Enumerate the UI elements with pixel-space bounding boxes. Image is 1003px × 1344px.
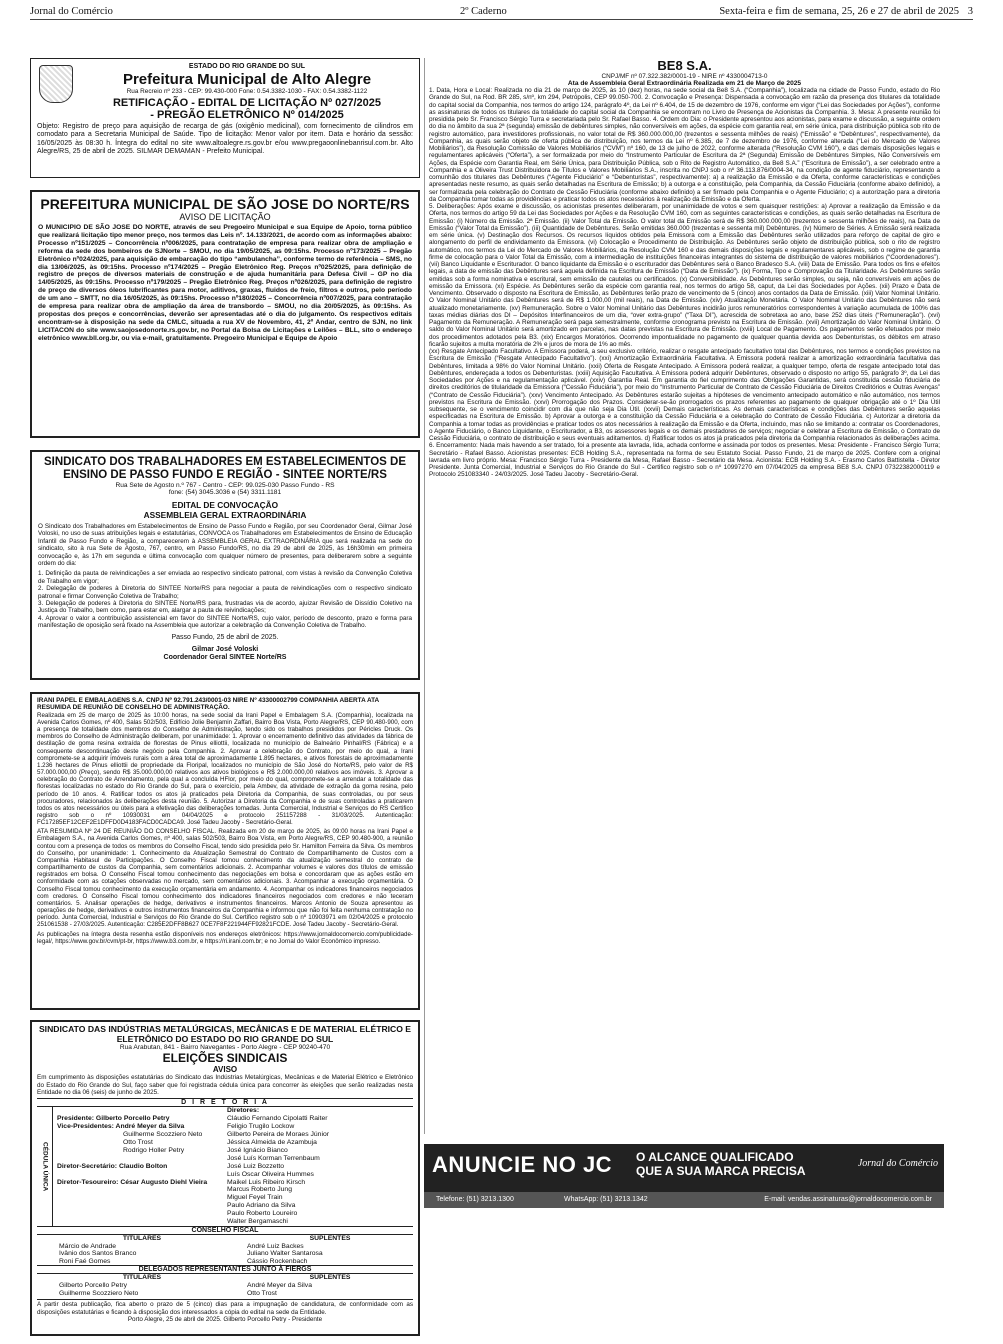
fiscal-member: Roni Faé Gomes [59,1257,111,1265]
header-page-number: 3 [967,6,973,17]
be8-cnpj: CNPJ/MF nº 07.322.382/0001-19 - NIRE nº 4330004713-0 [601,73,768,80]
director: Cláudio Fernando Cipolatti Raiter [227,1115,328,1123]
suplentes-label: SUPLENTES [309,1235,351,1242]
irani-body1: Realizada em 25 de março de 2025 às 10:00 horas, na sede social da Irani Papel e Embalagem S.A. (Companhia), localizada na Avenida Carlos Gomes, nº 400, Salas 502/503, Edifício Jolie Benjamin Zaffari, Bairro Boa Vista, Porto Alegre/RS, CEP 90.480-900, com a presença de totalidade dos membros do Conselho de Administração, tendo sido os trabalhos presididos por Péricles Druck. Os membros do Conselho de Administração deliberam, por unanimidade: 1. Aprovar o encerramento definitivo das atividades da fábrica de destilação de goma resina extraída de florestas de Pinus elliottii, localizada no município de Balneário Pinhal/RS (Fábrica) e a consequente descontinuação deste negócio pela Companhia. 2. Aprovar a celebração do Contrato, por meio do qual, a Irani compromete-se a adquirir imóveis rurais com a área total de aproximadamente 1.895 hectares, e ativos florestais de aproximadamente 1.236 hectares de Pinus elliottii de propriedade da Floripal, localizados no município de São José do Norte/RS, pelo valor de R$ 57.000.000,00 (Preço), sendo R$ 35.000.000,00 relativos aos ativos biológicos e R$ 2.000.000,00 relativos aos imóveis. 3. Aprovar a celebração do Contrato de Arrendamento, pela qual a concluída HFlor, por meio do qual, compromete-se a arrendar a totalidade das florestas localizadas no estado do Rio Grande do Sul, para o exercício, pela Ambev, da atividade de extração da goma resina, pelo período de 10 anos. 4. Ratificar todos os atos já praticados pela Diretoria da Companhia, de suas controladas, ou por seus procuradores, relacionados às deliberações desta reunião. 5. Autorizar a Diretoria da Companhia e de suas controladas a praticarem todos os atos necessários ou úteis para a efetivação das deliberações tomadas. Junta Comercial, Industrial e Serviços do RS Certifico registro sob o nº 10930031 em 04/04/2025 e protocolo 251157288 - 31/03/2025. Autenticação: FC17285EF12CEF2E1DFFD0D4183FACD0CADCA9. José Tadeu Jacoby - Secretário-Geral. [37,711,413,827]
officer: Vice-Presidentes: André Meyer da Silva [57,1123,185,1131]
director: Luís Oscar Oliveira Hummes [227,1170,314,1178]
fiscal-member: André Luiz Backes [247,1242,304,1250]
right-column [424,58,944,1344]
stimmme-heading: ELEIÇÕES SINDICAIS [162,1051,288,1066]
director: José Luiz Bozzetto [227,1162,285,1170]
header-newspaper-name: Jornal do Comércio [30,6,113,17]
alto-alegre-address: Rua Recreio nº 233 - CEP: 99.430-000 Fone: 0.54.3382-1030 - FAX: 0.54.3382-1122 [126,88,368,96]
irani-body2: ATA RESUMIDA Nº 24 DE REUNIÃO DO CONSELHO FISCAL. Realizada em 20 de março de 2025, às 09:00 horas na Irani Papel e Embalagem S.A., na Avenida Carlos Gomes, nº 400, salas 502/503, Bairro Boa Vista, em Porto Alegre/RS, CEP 90.480-900, a reunião contou com a presença de todos os membros do Conselho Fiscal, tendo sido presidida pelo Sr. Hamilton Ferreira da Silva. Os membros do Conselho, por unanimidade: 1. Conhecimento da Atualização Semestral do Contrato de Compartilhamento de Custos com a Companhia Habitasul de Participações. O Conselho Fiscal tomou conhecimento da atualização semestral do contrato de compartilhamento de custos da Companhia, sem comentários adicionais. 2. Acompanhar volumes e valores dos títulos de emissão registrados em bolsa. O Conselho Fiscal tomou conhecimento das negociações em bolsa e concordaram que as ações estão em conformidade com as cotações observadas no mercado, sem comentários adicionais. 3. Acompanhar a execução orçamentária. O Conselho Fiscal tomou conhecimento da execução orçamentária em andamento. 4. Acompanhar os indicadores financeiros negociados com credores. O Conselho Fiscal tomou conhecimento dos indicadores financeiros negociados com credores e não teceram comentários. 5. Analisar operações de hedge, derivativos e instrumentos financeiros. Marcos Antonio de Souza apresentou as operações de hedge, derivativos e outros instrumentos financeiros da Companhia e informou que não foi feita nenhuma contratação no período. Junta Comercial, Industrial e Serviços do Rio Grande do Sul. Certifico registro sob o nº 10903971 em 02/04/2025 e protocolo 251061538 - 27/03/2025. Autenticação: C285E2DFF8B627 0CE7F8F221944FF92821FCDE. José Tadeu Jacoby - Secretário-Geral. [37,828,413,929]
alto-alegre-body: Objeto: Registro de preço para aquisição de recarga de gás (oxigênio medicinal), com fornecimento de cilindros em comodato para a Secretaria Municipal de Saúde. Tipo de licitação: Menor valor por item. Data e horário da sessão: 16/05/2025 às 08:30 h. Íntegra do edital no site www.altoalegre.rs.gov.br e/ou www.pregaoonlinebanrisul.com.br. Alto Alegre/RS, 25 de abril de 2025. SILMAR DEMAMAN - Prefeito Municipal. [37,123,413,155]
ad-email: E-mail: vendas.assinaturas@jornaldocomercio.com.br [764,1196,932,1203]
fiscal-suplentes [225,1235,413,1265]
director: Maikel Luis Ribeiro Kirsch [227,1178,306,1186]
sintee-signer: Gilmar José Voloski [191,645,259,653]
cedula-column [37,1107,53,1226]
officers-list [53,1107,223,1226]
sao-jose-subtitle: AVISO DE LICITAÇÃO [179,212,271,222]
sintee-item: 1. Definição da pauta de reivindicações a ser enviada ao respectivo sindicato patronal, com vistas à revisão da Convenção Coletiva de Trabalho em vigor; [38,570,412,585]
titulares-label: TITULARES [122,1235,162,1242]
sintee-item: 2. Delegação de poderes à Diretoria do SINTEE Norte/RS para negociar a pauta de reivindicações com o respectivo sindicato patronal e firmar Convenção Coletiva de Trabalho; [38,585,412,600]
irani-footer: As publicações na íntegra desta resenha estão disponíveis nos endereços eletrônicos: https://www.jornaldocomercio.com/publicidade-legal/, https://www.gov.br/cvm/pt-br, https://www.b3.com.br, e https://ri.irani.com.br; e no Jornal do Valor Econômico impresso. [37,930,413,945]
delegates-table [37,1274,413,1297]
sintee-heading2: ASSEMBLEIA GERAL EXTRAORDINÁRIA [143,510,307,520]
fiscal-table [37,1235,413,1265]
irani-notice [30,692,420,1010]
sintee-title: SINDICATO DOS TRABALHADORES EM ESTABELECIMENTOS DE ENSINO DE PASSO FUNDO E REGIÃO - SINTEE NORTE/RS [43,456,407,481]
alto-alegre-heading2: - PREGÃO ELETRÔNICO Nº 014/2025 [150,109,344,122]
delegates-titulares [37,1274,225,1297]
sintee-heading1: EDITAL DE CONVOCAÇÃO [171,500,279,510]
header-section: 2º Caderno [460,6,507,17]
officer: Guilherme Scozziero Neto [123,1131,203,1139]
jc-advertisement[interactable] [424,1144,944,1208]
fiscal-titulares [37,1235,225,1265]
alto-alegre-state: ESTADO DO RIO GRANDE DO SUL [188,63,306,70]
be8-notice [424,58,944,1134]
sintee-address1: Rua Sete de Agosto n.º 767 - Centro - CEP: 99.025-030 Passo Fundo - RS [115,482,335,489]
diretoria-label: D I R E T O R I A [37,1098,413,1107]
suplentes-label: SUPLENTES [309,1274,351,1282]
be8-paragraph: 1. Data, Hora e Local: Realizada no dia 21 de março de 2025, às 10 (dez) horas, na sede social da Be8 S.A. (“Companhia”), localizada na cidade de Passo Fundo, estado do Rio Grande do Sul, na Rod. BR 285, s/nº, km 294, Petrópolis, CEP 99.050-700. 2. Convocação e Presença: Dispensada a convocação em razão da presença dos titulares da totalidade do capital social da Companhia, nos termos do artigo 124, parágrafo 4º, da Lei nº 6.404, de 15 de dezembro de 1976, conforme em vigor (“Lei das Sociedades por Ações”), conforme as assinaturas de todos os titulares da totalidade do capital social da Companhia se encontram no Livro de Presença de Acionistas da Companhia. 3. Mesa: A presente reunião foi presidida pelo Sr. Francisco Sérgio Turra e secretariada pelo Sr. Rafael Basso. 4. Ordem do Dia: o Presidente apresentou aos acionistas, para exame e discussão, a seguinte ordem do dia no âmbito da sua 2ª (segunda) emissão de debêntures simples, não conversíveis em ações, da espécie com garantia real, em série única, para distribuição pública sob rito de registro automático, para investidores profissionais, no valor total de R$ 360.000.000,00 (trezentos e sessenta milhões de reais) (“Emissão” e “Debêntures”, respectivamente), da Companhia, as quais serão objeto de oferta pública de distribuição, nos termos da Lei nº 6.385, de 7 de dezembro de 1976, conforme alterada (“Lei do Mercado de Valores Mobiliários”), da Resolução Comissão de Valores Mobiliários (“CVM”) nº 160, de 13 de julho de 2022, conforme alterada (“Resolução CVM 160”), e das demais disposições legais e regulamentares aplicáveis (“Oferta”), a ser formalizada por meio do “Instrumento Particular de Escritura da 2ª (Segunda) Emissão de Debêntures Simples, Não Conversíveis em Ações, da Espécie com Garantia Real, em Série Única, para Distribuição Pública, sob o Rito de Registro Automático, da Be8 S.A.” (“Escritura de Emissão”), a ser celebrado entre a Companhia e a Oliveira Trust Distribuidora de Títulos e Valores Mobiliários S.A., inscrita no CNPJ sob o nº 36.113.876/0004-34, na condição de agente fiduciário, representando a comunhão dos titulares das Debêntures (“Agente Fiduciário” e “Debenturistas”, respectivamente): a) a realização da Emissão e da Oferta, conforme características e condições apresentadas neste resumo, as quais serão detalhadas na Escritura de Emissão; b) a outorga e a constituição, pela Companhia, da Cessão Fiduciária (conforme abaixo definido), a ser formalizada pela celebração do Contrato de Cessão Fiduciária (conforme abaixo definido) a ser firmado pela Companhia e o Agente Fiduciário; c) a autorização para a diretoria da Companhia tomar todas as providências e praticar todos os atos necessários à realização da Emissão e da Oferta. [429,87,940,203]
ad-tagline-line1: O ALCANCE QUALIFICADO [636,1150,794,1164]
alto-alegre-heading1: RETIFICAÇÃO - EDITAL DE LICITAÇÃO Nº 027/2025 [112,97,382,110]
fiscal-member: Márcio de Andrade [59,1242,117,1250]
sintee-place-date: Passo Fundo, 25 de abril de 2025. [171,633,279,641]
delegates-suplentes [225,1274,413,1297]
ad-contact-bar [424,1192,944,1208]
page-header [30,4,973,20]
stimmme-closing: A partir desta publicação, fica aberto o prazo de 5 (cinco) dias para a impugnação de candidatura, de conformidade com as disposições estatutárias e ficando à disposição dos interessados a cópia do edital na sede da Entidade. [37,1301,413,1316]
sintee-notice [30,450,420,680]
director: Feligio Trugilo Lockow [227,1123,295,1131]
alto-alegre-notice [30,58,420,178]
fiscal-member: Ivânio dos Santos Branco [59,1250,137,1258]
left-column [30,58,420,1344]
be8-title: BE8 S.A. [657,58,712,73]
ad-brand-logo: Jornal do Comércio [857,1158,938,1169]
sao-jose-notice [30,190,420,438]
director: José Ignácio Bianco [227,1146,288,1154]
director: Paulo Roberto Loureiro [227,1210,298,1218]
alto-alegre-title: Prefeitura Municipal de Alto Alegre [122,71,372,89]
sintee-item: 4. Aprovar o valor a contribuição assistencial em favor do SINTEE Norte/RS, cujo valor, período de desconto, prazo e forma para manifestação de oposição será fixado na Assembleia que autorizar a celebração da Convenção Coletiva de Trabalho. [38,614,412,630]
director: Paulo Adriano da Silva [227,1202,296,1210]
director: Jéssica Almeida de Azambuja [227,1139,317,1147]
sintee-role: Coordenador Geral SINTEE Norte/RS [163,654,287,662]
be8-subtitle: Ata de Assembleia Geral Extraordinária Realizada em 21 de Março de 2025 [567,80,802,87]
stimmme-subheading: AVISO [212,1065,238,1075]
delegate: André Meyer da Silva [247,1281,312,1289]
fiscal-member: Cássio Rockenbach [247,1257,308,1265]
director: Walter Bergamaschi [227,1218,288,1226]
ad-whatsapp: WhatsApp: (51) 3213.1342 [564,1196,648,1203]
fiscal-member: Juliano Walter Santarosa [247,1250,323,1258]
sintee-item: 3. Delegação de poderes à Diretoria do SINTEE Norte/RS para, frustradas via de acordo, ajuizar Revisão de Dissídio Coletivo na Justiça do Trabalho, bem como, para estar em, alargar a pauta de reivindicações; [38,600,412,615]
officer: Diretor-Secretário: Claudio Bolton [57,1162,168,1170]
delegate: Guilherme Scozziero Neto [59,1289,139,1297]
officer: Rodrigo Holler Petry [123,1147,185,1155]
director: José Luís Korman Terrenbaum [227,1154,320,1162]
cedula-label: CÉDULA ÚNICA [41,1142,49,1192]
directors-list [223,1107,413,1226]
ad-tagline-line2: QUE A SUA MARCA PRECISA [636,1164,806,1178]
delegates-label: DELEGADOS REPRESENTANTES JUNTO À FIERGS [37,1265,413,1274]
irani-heading: IRANI PAPEL E EMBALAGENS S.A. CNPJ Nº 92.791.243/0001-03 NIRE Nº 43300002799 COMPANHIA ABERTA ATA RESUMIDA DE REUNIÃO DE CONSELHO DE ADMINISTRAÇÃO. [37,697,379,712]
stimmme-address: Rua Arabutan, 841 - Bairro Navegantes - Porto Alegre - CEP 90240-470 [119,1044,331,1052]
officer: Presidente: Gilberto Porcello Petry [57,1115,170,1123]
stimmme-sign: Porto Alegre, 25 de abril de 2025. Gilberto Porcello Petry - Presidente [127,1315,323,1323]
sao-jose-title: PREFEITURA MUNICIPAL DE SÃO JOSE DO NORTE/RS [40,196,410,212]
be8-paragraph: (xx) Resgate Antecipado Facultativo. A Emissora poderá, a seu exclusivo critério, realizar o resgate antecipado facultativo total das Debêntures, nos termos e condições previstos na Escritura de Emissão (“Resgate Antecipado Facultativo”). (xxi) Amortização Extraordinária Facultativa. A Emissora poderá realizar a amortização extraordinária facultativa das Debêntures, limitada a 98% do Valor Nominal Unitário. (xxii) Oferta de Resgate Antecipado. A Emissora poderá realizar, a qualquer tempo, oferta de resgate antecipado total das Debêntures, endereçada a todos os Debenturistas. (xxiii) Aquisição Facultativa. A Emissora poderá adquirir Debêntures, observado o disposto no artigo 55, parágrafo 3º, da Lei das Sociedades por Ações e na regulamentação aplicável. (xxiv) Garantia Real. Em garantia do fiel cumprimento das Obrigações Garantidas, será constituída cessão fiduciária de direitos creditórios de titularidade da Emissora (“Cessão Fiduciária”), por meio do “Instrumento Particular de Contrato de Cessão Fiduciária de Direitos Creditórios e Outras Avenças” (“Contrato de Cessão Fiduciária”). (xxv) Vencimento Antecipado. As Debêntures estarão sujeitas a hipóteses de vencimento antecipado automático e não automático, nos termos previstos na Escritura de Emissão. (xxvi) Prorrogação dos Prazos. Considerar-se-ão prorrogados os prazos referentes ao pagamento de qualquer obrigação até o 1º Dia Útil subsequente, se o vencimento coincidir com dia que não seja Dia Útil. (xxvii) Demais características. As demais características e condições das Debêntures serão aquelas especificadas na Escritura de Emissão. b) Aprovar a outorga e a constituição da Cessão Fiduciária e a celebração do Contrato de Cessão Fiduciária. c) Autorizar a diretoria da Companhia a tomar todas as providências e praticar todos os atos necessários à realização da Emissão e da Oferta, incluindo, mas não se limitando a: contratar os Coordenadores, o Agente Fiduciário, o Banco Liquidante, o Escriturador, a B3, os assessores legais e os demais prestadores de serviços; negociar e celebrar a Escritura de Emissão, o Contrato de Cessão Fiduciária, o contrato de distribuição e seus eventuais aditamentos. d) Ratificar todos os atos já praticados pela diretoria da Companhia relacionados às deliberações acima. 6. Encerramento: Nada mais havendo a ser tratado, foi a presente ata lavrada, lida, achada conforme e assinada por todos os presentes. Mesa: Presidente - Francisco Sérgio Turra; Secretário - Rafael Basso. Acionistas presentes: ECB Holding S.A., representada na forma de seu Estatuto Social. Passo Fundo, 21 de março de 2025. Confere com a original lavrada em livro próprio. Mesa: Francisco Sérgio Turra - Presidente da Mesa, Rafael Basso - Secretário da Mesa. Acionista: ECB Holding S.A. - Erasmo Carlos Battistella - Diretor Presidente. Junta Comercial, Industrial e Serviços do Rio Grande do Sul - Certifico registro sob o nº 10997270 em 07/04/2025 da empresa BE8 S.A. CNPJ 07322382000119 e Protocolo 251083340 - 24/03/2025. José Tadeu Jacoby - Secretário-Geral. [429,348,940,479]
header-date: Sexta-feira e fim de semana, 25, 26 e 27 de abril de 2025 [719,6,959,17]
officer: Diretor-Tesoureiro: César Augusto Diehl Vieira [57,1178,208,1186]
delegate: Gilberto Porcello Petry [59,1281,127,1289]
directors-label: Diretores: [227,1107,260,1115]
ad-phone: Telefone: (51) 3213.1300 [436,1196,514,1203]
officer: Otto Trost [123,1139,153,1147]
sintee-intro: O Sindicato dos Trabalhadores em Estabelecimentos de Ensino de Passo Fundo e Região, por seu Coordenador Geral, Gilmar José Voloski, no uso de suas atribuições legais e estatutárias, CONVOCA os Trabalhadores em Estabelecimentos de Ensino de Educação Infantil de Passo Fundo e Região, a comparecerem à ASSEMBLEIA GERAL EXTRAORDINÁRIA que será realizada na sede do sindicato, sito à rua Sete de Agosto, 767, centro, em Passo Fundo/RS, no dia 29 de abril de 2025, às 16h30min em primeira convocação e, às 17h em segunda e última convocação com qualquer número de presentes, para deliberarem sobre a seguinte ordem do dia: [38,523,412,568]
sao-jose-body: O MUNICIPIO DE SÃO JOSE DO NORTE, através de seu Pregoeiro Municipal e sua Equipe de Apoio, torna público que realizará licitação tipo menor preço, nos termos das Leis nº. 14.133/2021, de acordo com as informações abaixo: Processo nº151/2025 – Concorrência nº006/2025, para contratação de empresa para realizar obra de ampliação e reforma da sede dos bombeiros de SJNorte – SMOU, no dia 19/05/2025, as 09:15hs. Processo nº173/2025 – Pregão Eletrônico nº024/2025, para aquisição de embarcação do tipo “ambulancha”, conforme termo de referência – SMS, no dia 13/06/2025, às 09:15hs. Processo nº174/2025 – Pregão Eletrônico Reg. Preços nº025/2025, para definição de registro de preços de diversos materiais de construção e de ajuda humanitária para Defesa Civil – GP no dia 14/05/2025, às 09:15hs. Processo nº179/2025 – Pregão Eletrônico Reg. Preços nº026/2025, para definição de registro de preço de diversos óleos lubrificantes para motor, aditivos, graxas, fluidos de freio, filtros e outros, pelo período de um ano – SMTT, no dia 16/05/2025, às 09:15hs. Processo nº180/2025 – Concorrência nº007/2025, para contratação de empresa para realizar obra de ampliação da área de transbordo – SMOU, no dia 20/05/2025, às 09:15hs. As propostas dos preços e concorrências, deverão ser apresentadas até o dia do julgamento. Os respectivos editais encontram-se à disposição na sede da CMLC, situada a rua XV de Novembro, 41, 2º Andar, centro de SJN, no link LICITACON do site www.saojosedonorte.rs.gov.br, no Portal da Bolsa de Licitações e Leilões – BLL, sito o endereço eletrônico www.bll.org.br, ou via e-mail, gratuitamente. Pregoeiro Municipal e Equipe de Apoio [38,224,412,342]
director: Gilberto Pereira de Moraes Júnior [227,1131,329,1139]
delegate: Otto Trost [247,1289,277,1297]
municipal-crest-icon [39,65,73,103]
ad-tagline [636,1150,806,1178]
director: Marcus Roberto Jung [227,1186,292,1194]
stimmme-title: SINDICATO DAS INDÚSTRIAS METALÚRGICAS, MECÂNICAS E DE MATERIAL ELÉTRICO E ELETRÔNICO DO ESTADO DO RIO GRANDE DO SUL [38,1024,412,1044]
diretoria-table [37,1107,413,1226]
ad-headline: ANUNCIE NO JC [432,1152,613,1177]
fiscal-label: CONSELHO FISCAL [37,1226,413,1235]
stimmme-intro: Em cumprimento às disposições estatutárias do Sindicato das Indústrias Metalúrgicas, Mecânicas e de Material Elétrico e Eletrônico do Estado do Rio Grande do Sul, faço saber que foi registrada cédula única para concorrer às eleições que serão realizadas nesta Entidade no dia 06 (seis) de junho de 2025. [37,1074,413,1096]
titulares-label: TITULARES [122,1274,162,1282]
be8-paragraph: 5. Deliberações: Após exame e discussão, os acionistas presentes deliberaram, por unanimidade de votos e sem quaisquer restrições: a) Aprovar a realização da Emissão e da Oferta, nos termos do artigo 59 da Lei das Sociedades por Ações e da Resolução CVM 160, com as seguintes características e condições, as quais serão detalhadas na Escritura de Emissão: (i) Número da Emissão. 2ª Emissão. (ii) Valor Total da Emissão. O valor total da Emissão será de R$ 360.000.000,00 (trezentos e sessenta milhões de reais), na Data de Emissão (“Valor Total da Emissão”). (iii) Quantidade de Debêntures. Serão emitidas 360.000 (trezentas e sessenta mil) Debêntures. (iv) Número de Séries. A Emissão será realizada em série única. (v) Destinação dos Recursos. Os recursos líquidos obtidos pela Emissora com a Emissão das Debêntures serão utilizados para reforço de capital de giro e alongamento do perfil de endividamento da Emissora. (vi) Colocação e Procedimento de Distribuição. As Debêntures serão objeto de distribuição pública, sob o rito de registro automático, nos termos da Lei do Mercado de Valores Mobiliários, da Resolução CVM 160 e das demais disposições legais e regulamentares aplicáveis, sob o regime de garantia firme de colocação para o Valor Total da Emissão, com a intermediação de instituições financeiras integrantes do sistema de distribuição de valores mobiliários (“Coordenadores”). (vii) Banco Liquidante e Escriturador. O banco liquidante da Emissão e o escriturador das Debêntures será o Banco Bradesco S.A. (viii) Data de Emissão. Para todos os fins e efeitos legais, a data de emissão das Debêntures será aquela definida na Escritura de Emissão (“Data de Emissão”). (ix) Forma, Tipo e Comprovação da Titularidade. As Debêntures serão emitidas sob a forma nominativa e escritural, sem emissão de cautelas ou certificados. (x) Conversibilidade. As Debêntures serão simples, ou seja, não conversíveis em ações de emissão da Emissora. (xi) Espécie. As Debêntures serão da espécie com garantia real, nos termos do artigo 58, caput, da Lei das Sociedades por Ações. (xii) Prazo e Data de Vencimento. Observado o disposto na Escritura de Emissão, as Debêntures terão prazo de vencimento de 5 (cinco) anos contados da Data de Emissão. (xiii) Valor Nominal Unitário. O Valor Nominal Unitário das Debêntures será de R$ 1.000,00 (mil reais), na Data de Emissão. (xiv) Atualização Monetária. O Valor Nominal Unitário das Debêntures não será atualizado monetariamente. (xv) Remuneração. Sobre o Valor Nominal Unitário das Debêntures incidirão juros remuneratórios correspondentes à variação acumulada de 100% das taxas médias diárias dos DI – Depósitos Interfinanceiros de um dia, “over extra-grupo” (“Taxa DI”), acrescida de sobretaxa ao ano, base 252 dias úteis (“Remuneração”). (xvi) Pagamento da Remuneração. A Remuneração será paga semestralmente, conforme cronograma previsto na Escritura de Emissão. (xvii) Amortização do Valor Nominal Unitário. O saldo do Valor Nominal Unitário será amortizado em parcelas, nas datas previstas na Escritura de Emissão. (xviii) Local de Pagamento. Os pagamentos serão efetuados por meio dos procedimentos adotados pela B3. (xix) Encargos Moratórios. Ocorrendo impontualidade no pagamento de qualquer quantia devida aos Debenturistas, os débitos em atraso ficarão sujeitos a multa moratória de 2% e juros de mora de 1% ao mês. [429,203,940,348]
stimmme-notice [30,1020,420,1336]
sintee-address2: fone: (54) 3045.3036 e (54) 3311.1181 [168,489,282,496]
director: Miguel Feyel Train [227,1194,283,1202]
